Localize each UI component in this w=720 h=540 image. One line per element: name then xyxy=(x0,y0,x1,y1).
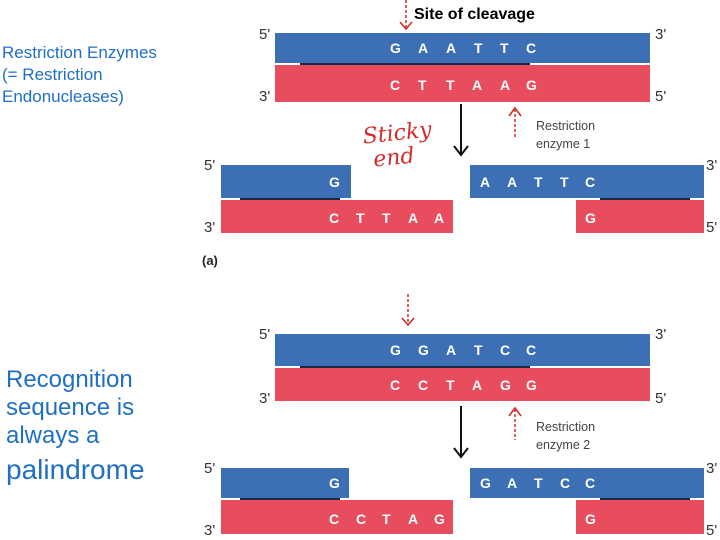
base: T xyxy=(560,174,569,190)
base: G xyxy=(500,377,511,393)
base: A xyxy=(507,174,518,190)
base: A xyxy=(472,377,483,393)
base: A xyxy=(500,77,511,93)
base: G xyxy=(480,475,491,491)
base: T xyxy=(534,174,543,190)
five-prime-label: 5' xyxy=(204,157,216,174)
enzyme-cut-arrow-icon xyxy=(505,404,525,442)
five-prime-label: 5' xyxy=(655,390,667,407)
note-emphasis: palindrome xyxy=(6,454,145,485)
three-prime-label: 3' xyxy=(706,157,718,174)
base: T xyxy=(446,377,455,393)
enzyme-cut-arrow-icon xyxy=(505,104,525,140)
base: C xyxy=(390,377,401,393)
strand-pairing-line xyxy=(600,198,690,200)
three-prime-label: 3' xyxy=(259,390,271,407)
base: T xyxy=(500,40,509,56)
base: A xyxy=(472,77,483,93)
note-line: always a xyxy=(6,422,100,449)
cleavage-arrow-icon xyxy=(398,294,418,330)
note-line: Recognition xyxy=(6,366,133,393)
handwriting-line: end xyxy=(372,143,416,173)
page-title xyxy=(2,42,157,108)
three-prime-label: 3' xyxy=(655,326,667,343)
cleavage-arrow-icon xyxy=(396,0,416,34)
top-strand xyxy=(275,33,650,63)
note-line: sequence is xyxy=(6,394,135,421)
three-prime-label: 3' xyxy=(204,522,216,539)
handwriting-line: Sticky xyxy=(361,117,433,150)
base: C xyxy=(526,40,537,56)
enzyme-label xyxy=(536,117,595,153)
top-strand xyxy=(275,334,650,366)
enzyme-label-line: enzyme 1 xyxy=(536,137,591,151)
base: T xyxy=(418,77,427,93)
five-prime-label: 5' xyxy=(204,460,216,477)
base: A xyxy=(418,40,429,56)
base: T xyxy=(474,40,483,56)
strand-pairing-line xyxy=(300,63,530,65)
recognition-note xyxy=(6,366,145,488)
three-prime-label: 3' xyxy=(655,26,667,43)
base: A xyxy=(408,210,419,226)
three-prime-label: 3' xyxy=(706,460,718,477)
panel-label: (a) xyxy=(202,253,218,268)
bottom-strand xyxy=(275,65,650,102)
base: A xyxy=(507,475,518,491)
base: T xyxy=(534,475,543,491)
base: C xyxy=(329,210,340,226)
title-line: Restriction Enzymes xyxy=(2,43,157,62)
enzyme-label-line: enzyme 2 xyxy=(536,438,591,452)
enzyme-label xyxy=(536,418,595,454)
base: G xyxy=(390,40,401,56)
sticky-end-handwriting xyxy=(362,119,436,174)
strand-pairing-line xyxy=(600,498,690,500)
base: G xyxy=(418,342,429,358)
base: G xyxy=(390,342,401,358)
base: A xyxy=(446,342,457,358)
base: A xyxy=(434,210,445,226)
down-arrow-icon xyxy=(451,104,471,160)
title-line: (= Restriction xyxy=(2,65,103,84)
five-prime-label: 5' xyxy=(655,88,667,105)
title-line: Endonucleases) xyxy=(2,87,124,106)
bottom-strand xyxy=(275,368,650,401)
cleavage-label: Site of cleavage xyxy=(414,6,535,23)
strand-pairing-line xyxy=(240,498,340,500)
strand-pairing-line xyxy=(300,366,530,368)
base: C xyxy=(560,475,571,491)
base: G xyxy=(585,210,596,226)
base: T xyxy=(382,511,391,527)
enzyme-label-line: Restriction xyxy=(536,420,596,434)
base: C xyxy=(526,342,537,358)
three-prime-label: 3' xyxy=(259,88,271,105)
base: T xyxy=(474,342,483,358)
five-prime-label: 5' xyxy=(259,26,271,43)
base: A xyxy=(408,511,419,527)
base: C xyxy=(585,475,596,491)
base: C xyxy=(356,511,367,527)
base: C xyxy=(585,174,596,190)
base: T xyxy=(382,210,391,226)
base: C xyxy=(418,377,429,393)
base: T xyxy=(446,77,455,93)
base: G xyxy=(329,475,340,491)
base: A xyxy=(446,40,457,56)
base: G xyxy=(526,377,537,393)
base: G xyxy=(434,511,445,527)
enzyme-label-line: Restriction xyxy=(536,119,596,133)
base: G xyxy=(526,77,537,93)
strand-pairing-line xyxy=(240,198,340,200)
down-arrow-icon xyxy=(451,406,471,462)
base: C xyxy=(500,342,511,358)
five-prime-label: 5' xyxy=(706,522,718,539)
three-prime-label: 3' xyxy=(204,219,216,236)
base: G xyxy=(585,511,596,527)
base: G xyxy=(329,174,340,190)
five-prime-label: 5' xyxy=(259,326,271,343)
base: T xyxy=(356,210,365,226)
base: C xyxy=(390,77,401,93)
base: A xyxy=(480,174,491,190)
five-prime-label: 5' xyxy=(706,219,718,236)
base: C xyxy=(329,511,340,527)
